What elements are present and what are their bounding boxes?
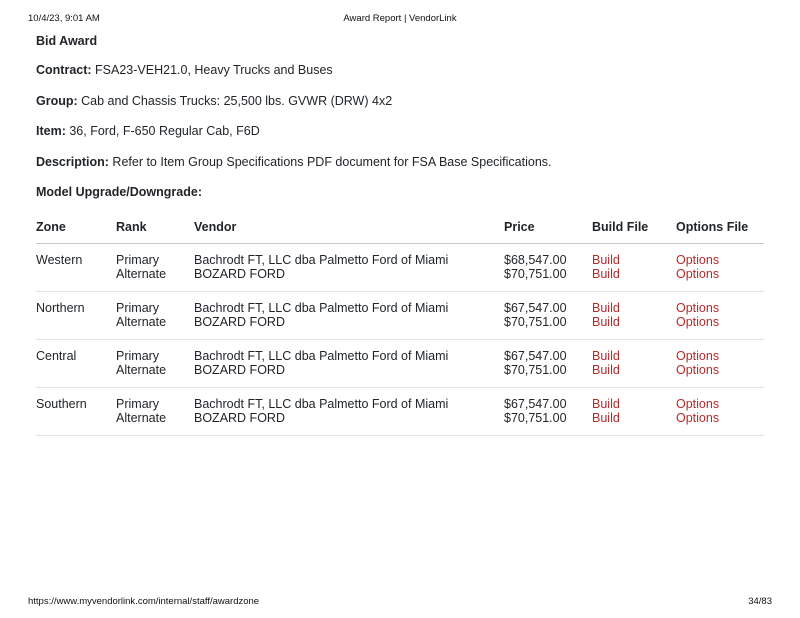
table-row [36,267,764,292]
field-label: Description: [36,154,109,169]
field-item [36,124,764,139]
zone-group-central [36,340,764,388]
options-link[interactable]: Options [676,267,720,281]
rank-cell: Primary [116,397,160,411]
build-link[interactable]: Build [592,267,620,281]
table-row [36,244,764,268]
page-title: Bid Award [36,33,98,48]
build-file-cell [592,340,676,364]
price-cell: $68,547.00 [504,253,567,267]
options-link[interactable]: Options [676,315,720,329]
options-link[interactable]: Options [676,253,720,267]
vendor-cell: Bachrodt FT, LLC dba Palmetto Ford of Miami [194,397,449,411]
rank-cell: Alternate [116,411,167,425]
field-label: Contract: [36,63,92,77]
award-table [36,220,764,436]
build-file-cell [592,388,676,412]
column-header-options-file: Options File [676,220,764,244]
vendor-cell: BOZARD FORD [194,411,285,425]
vendor-cell: Bachrodt FT, LLC dba Palmetto Ford of Miami [194,349,449,363]
build-file-cell [592,363,676,388]
options-link[interactable]: Options [676,411,720,425]
print-url: https://www.myvendorlink.com/internal/staff/awardzone [28,595,260,607]
field-description [36,155,764,170]
field-value: 36, Ford, F-650 Regular Cab, F6D [69,124,260,138]
vendor-cell: Bachrodt FT, LLC dba Palmetto Ford of Miami [194,253,449,267]
rank-cell: Primary [116,253,160,267]
rank-cell: Alternate [116,315,167,329]
build-link[interactable]: Build [592,253,620,267]
price-cell: $70,751.00 [504,411,567,425]
vendor-cell: BOZARD FORD [194,267,285,281]
options-file-cell [676,411,764,436]
print-page-number: 34/83 [748,595,772,607]
print-footer [0,597,800,607]
build-link[interactable]: Build [592,315,620,329]
field-value: Refer to Item Group Specifications PDF document for FSA Base Specifications. [112,154,552,169]
table-header-row [36,220,764,244]
field-label: Item: [36,124,66,138]
build-file-cell [592,244,676,268]
price-cell: $67,547.00 [504,349,567,363]
vendor-cell: BOZARD FORD [194,315,285,329]
print-header [0,0,800,24]
options-file-cell [676,315,764,340]
field-group [36,94,764,109]
build-link[interactable]: Build [592,301,620,315]
zone-cell: Western [36,253,83,267]
build-link[interactable]: Build [592,349,620,363]
options-file-cell [676,363,764,388]
zone-cell: Northern [36,301,85,315]
options-file-cell [676,340,764,364]
options-file-cell [676,388,764,412]
zone-group-northern [36,292,764,340]
build-link[interactable]: Build [592,397,620,411]
table-row [36,363,764,388]
zone-group-southern [36,388,764,436]
column-header-price: Price [504,220,592,244]
zone-group-western [36,244,764,292]
options-link[interactable]: Options [676,397,720,411]
report-content [0,24,800,437]
options-file-cell [676,292,764,316]
vendor-cell: Bachrodt FT, LLC dba Palmetto Ford of Miami [194,301,449,315]
build-link[interactable]: Build [592,363,620,377]
column-header-zone: Zone [36,220,116,244]
table-row [36,315,764,340]
build-file-cell [592,267,676,292]
rank-cell: Alternate [116,267,167,281]
table-row [36,292,764,316]
rank-cell: Primary [116,349,160,363]
price-cell: $67,547.00 [504,397,567,411]
print-title: Award Report | VendorLink [343,13,457,24]
print-datetime: 10/4/23, 9:01 AM [28,13,100,24]
column-header-vendor: Vendor [194,220,504,244]
options-link[interactable]: Options [676,363,720,377]
vendor-cell: BOZARD FORD [194,363,285,377]
field-value: FSA23-VEH21.0, Heavy Trucks and Buses [95,63,333,77]
price-cell: $70,751.00 [504,315,567,329]
options-file-cell [676,244,764,268]
table-row [36,411,764,436]
price-cell: $67,547.00 [504,301,567,315]
field-label: Group: [36,93,78,108]
build-file-cell [592,315,676,340]
column-header-rank: Rank [116,220,194,244]
table-row [36,340,764,364]
table-row [36,388,764,412]
build-file-cell [592,411,676,436]
field-contract [36,63,764,78]
rank-cell: Alternate [116,363,167,377]
options-link[interactable]: Options [676,301,720,315]
options-file-cell [676,267,764,292]
zone-cell: Central [36,349,77,363]
rank-cell: Primary [116,301,160,315]
build-file-cell [592,292,676,316]
field-value: Cab and Chassis Trucks: 25,500 lbs. GVWR (DRW) 4x2 [81,93,393,108]
zone-cell: Southern [36,397,87,411]
price-cell: $70,751.00 [504,267,567,281]
column-header-build-file: Build File [592,220,676,244]
build-link[interactable]: Build [592,411,620,425]
options-link[interactable]: Options [676,349,720,363]
price-cell: $70,751.00 [504,363,567,377]
section-heading-model-upgrade: Model Upgrade/Downgrade: [36,185,202,199]
